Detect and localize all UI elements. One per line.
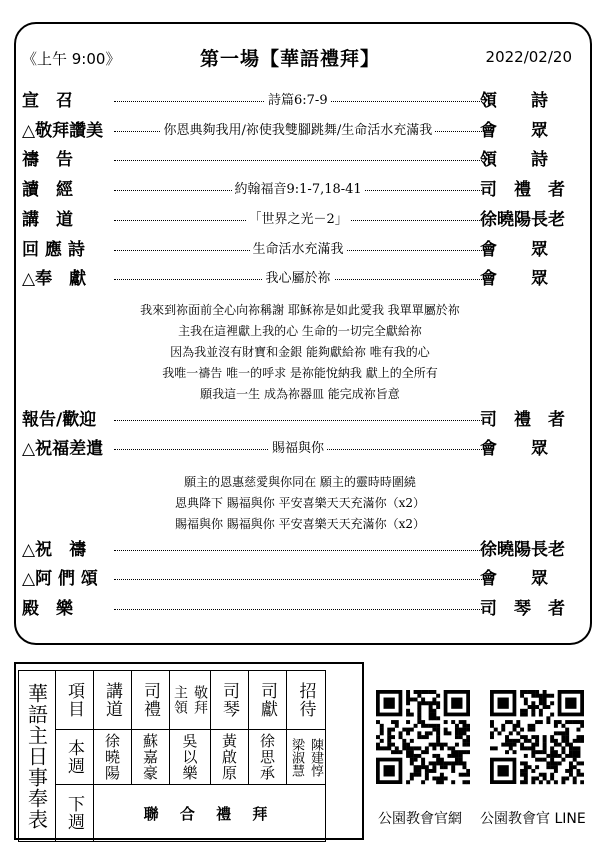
order-content: 約翰福音9:1-7,18-41 xyxy=(232,178,365,202)
this-week-label: 本週 xyxy=(56,730,94,785)
order-item: 殿 樂 xyxy=(22,599,73,619)
order-row xyxy=(22,208,578,232)
order-person: 會 眾 xyxy=(480,569,548,589)
order-person: 會 眾 xyxy=(480,240,548,260)
order-person: 會 眾 xyxy=(480,269,548,289)
service-title: 第一場【華語禮拜】 xyxy=(200,48,381,70)
order-row xyxy=(22,178,578,202)
lyric-line: 主我在這裡獻上我的心 生命的一切完全獻給祢 xyxy=(178,324,422,338)
lyric-line: 我唯一禱告 唯一的呼求 是祢能悅納我 獻上的全所有 xyxy=(162,366,438,380)
duty-cell: 徐思承 xyxy=(249,730,287,785)
order-item: 回 應 詩 xyxy=(22,240,85,260)
col-header: 敬拜主領 xyxy=(170,671,211,730)
next-week-joint-service: 聯 合 禮 拜 xyxy=(94,785,326,842)
order-content: 生命活水充滿我 xyxy=(250,238,347,262)
order-content: 「世界之光－2」 xyxy=(246,208,351,232)
lyric-line: 我來到祢面前全心向祢稱謝 耶穌祢是如此愛我 我單單屬於祢 xyxy=(140,303,460,317)
order-content: 我心屬於祢 xyxy=(263,267,334,291)
duty-cell: 陳建惇 梁淑慧 xyxy=(287,730,326,785)
lyric-line: 賜福與你 賜福與你 平安喜樂天天充滿你（x2） xyxy=(174,517,426,531)
order-item: △敬拜讚美 xyxy=(22,121,104,141)
duty-cell: 徐曉陽 xyxy=(94,730,132,785)
order-row xyxy=(22,148,578,172)
col-header-label: 項目 xyxy=(56,671,94,730)
lyric-line: 願我這一生 成為祢器皿 能完成祢旨意 xyxy=(200,387,400,401)
order-person: 徐曉陽長老 xyxy=(480,540,565,560)
line-qr-code xyxy=(490,690,584,794)
next-week-label: 下週 xyxy=(56,785,94,842)
col-header: 司琴 xyxy=(211,671,249,730)
blessing-lyrics xyxy=(22,472,578,535)
order-row xyxy=(22,567,578,591)
order-person: 司 琴 者 xyxy=(480,599,565,619)
order-content: 你恩典夠我用/祢使我雙腳跳舞/生命活水充滿我 xyxy=(161,119,436,143)
order-item: △祝 禱 xyxy=(22,540,87,560)
order-row xyxy=(22,89,578,113)
col-header: 招待 xyxy=(287,671,326,730)
order-item: 報告/歡迎 xyxy=(22,410,97,430)
duty-cell: 蘇嘉豪 xyxy=(132,730,170,785)
order-person: 司 禮 者 xyxy=(480,410,565,430)
col-header: 司獻 xyxy=(249,671,287,730)
order-row xyxy=(22,538,578,562)
col-header: 講道 xyxy=(94,671,132,730)
order-person: 領 詩 xyxy=(480,91,548,111)
duty-table xyxy=(18,670,326,842)
lyric-line: 因為我並沒有財寶和金銀 能夠獻給祢 唯有我的心 xyxy=(170,345,430,359)
order-row xyxy=(22,437,578,461)
order-item: 宣 召 xyxy=(22,91,73,111)
order-row xyxy=(22,408,578,432)
order-item: 講 道 xyxy=(22,210,73,230)
order-row xyxy=(22,119,578,143)
order-row xyxy=(22,597,578,621)
order-content: 賜福與你 xyxy=(269,437,327,461)
order-content: 詩篇6:7-9 xyxy=(265,89,331,113)
duty-cell: 黃啟原 xyxy=(211,730,249,785)
order-person: 司 禮 者 xyxy=(480,180,565,200)
offering-lyrics xyxy=(22,300,578,405)
website-qr-code xyxy=(376,690,470,794)
col-header: 司禮 xyxy=(132,671,170,730)
dotted-leader xyxy=(114,420,482,421)
website-qr-label: 公園教會官網 xyxy=(378,811,462,827)
dotted-leader xyxy=(114,609,482,610)
service-date: 2022/02/20 xyxy=(485,48,572,66)
duty-cell: 吳以樂 xyxy=(170,730,211,785)
line-qr-label: 公園教會官 LINE xyxy=(480,811,586,827)
order-item: △祝福差遣 xyxy=(22,439,104,459)
order-person: 徐曉陽長老 xyxy=(480,210,565,230)
dotted-leader xyxy=(114,160,482,161)
order-person: 會 眾 xyxy=(480,121,548,141)
bulletin-header xyxy=(22,44,582,74)
order-item: 禱 告 xyxy=(22,150,73,170)
order-item: △阿 們 頌 xyxy=(22,569,98,589)
duty-table-title: 華語主日事奉表 xyxy=(19,671,56,842)
dotted-leader xyxy=(114,579,482,580)
service-time: 《上午 9:00》 xyxy=(22,50,121,68)
dotted-leader xyxy=(114,550,482,551)
order-item: △奉 獻 xyxy=(22,269,87,289)
order-person: 會 眾 xyxy=(480,439,548,459)
lyric-line: 恩典降下 賜福與你 平安喜樂天天充滿你（x2） xyxy=(174,496,426,510)
lyric-line: 願主的恩惠慈愛與你同在 願主的靈時時圍繞 xyxy=(184,475,416,489)
order-person: 領 詩 xyxy=(480,150,548,170)
order-row xyxy=(22,267,578,291)
order-row xyxy=(22,238,578,262)
order-item: 讀 經 xyxy=(22,180,73,200)
